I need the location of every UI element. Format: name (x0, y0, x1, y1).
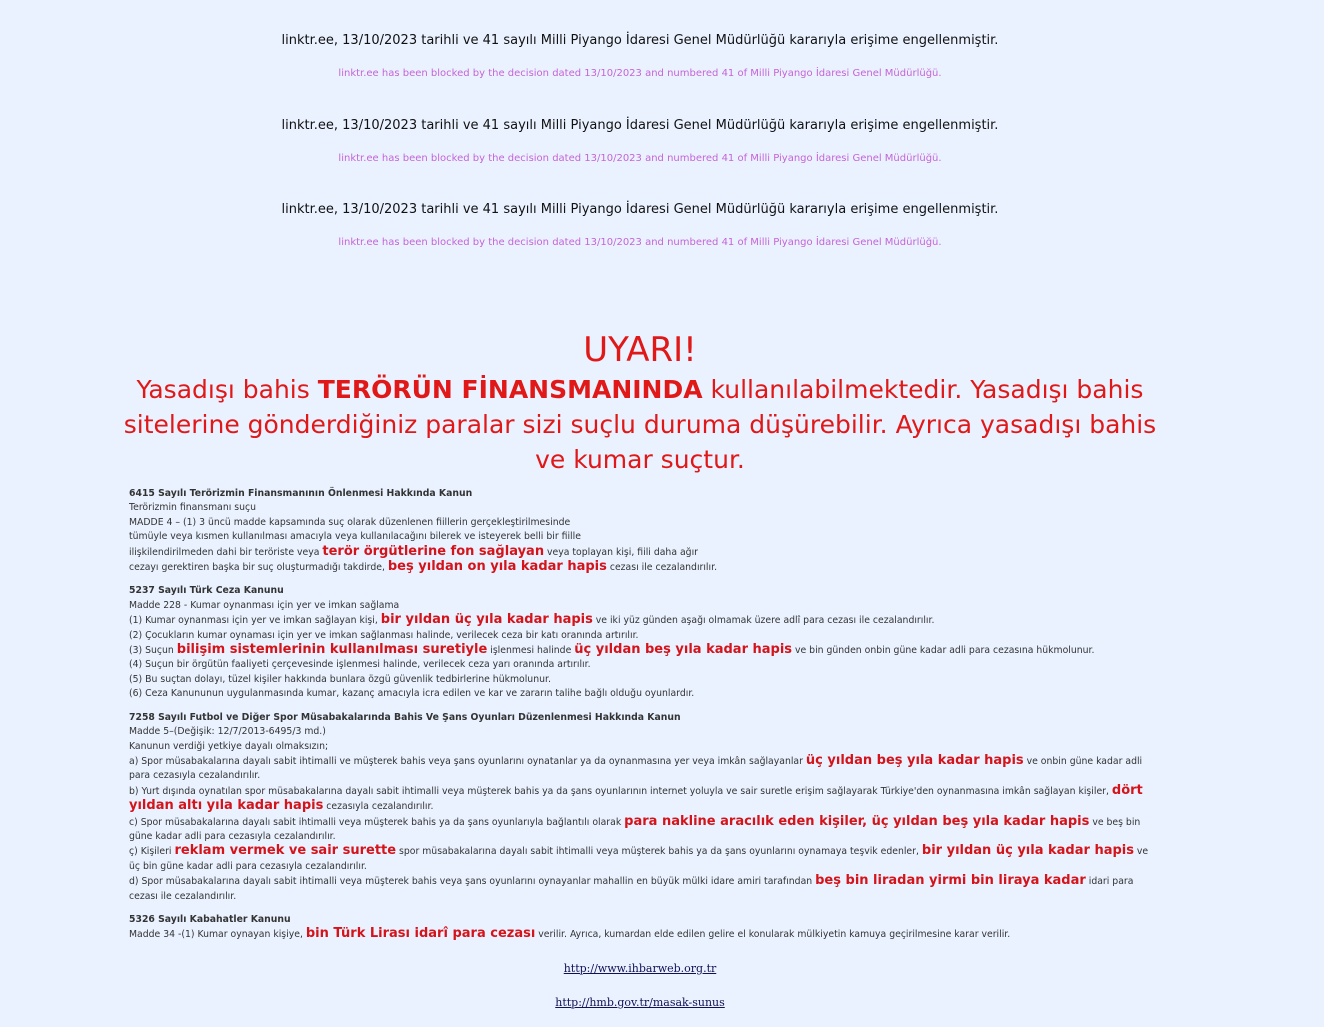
law-title: 6415 Sayılı Terörizmin Finansmanının Önlenmesi Hakkında Kanun (129, 488, 473, 499)
law-text: cezayı gerektiren başka bir suç oluşturmadığı takdirde, (129, 562, 388, 574)
law-line (129, 874, 1159, 904)
block-notice-en: linktr.ee has been blocked by the decision dated 13/10/2023 and numbered 41 of Milli Piyango İdaresi Genel Müdürlüğü. (338, 237, 942, 248)
law-highlight: beş bin liradan yirmi bin liraya kadar (815, 873, 1086, 889)
law-text: ilişkilendirilmeden dahi bir teröriste veya (129, 546, 323, 558)
law-line: Kanunun verdiği yetkiye dayalı olmaksızın; (129, 740, 329, 752)
law-text: ve üç bin güne kadar adli para cezasıyla cezalandırılır. (129, 846, 1149, 872)
law-highlight: terör örgütlerine fon sağlayan (322, 543, 545, 559)
block-notice-1 (0, 32, 1280, 81)
law-highlight: üç yıldan beş yıla kadar hapis (574, 642, 793, 658)
law-line: tümüyle veya kısmen kullanılması amacıyla veya kullanılacağını bilerek ve isteyerek belli bir fiille (129, 531, 581, 543)
law-title: 5237 Sayılı Türk Ceza Kanunu (129, 585, 284, 597)
law-text: b) Yurt dışında oynatılan spor müsabakalarına dayalı sabit ihtimalli veya müşterek bahis ya da şans oyunlarının internet yoluyla ve sair suretle erişim sağlayarak Türkiye'den oynanmasına imkân sağlayan kişiler, (129, 785, 1112, 797)
law-highlight: bir yıldan üç yıla kadar hapis (380, 612, 593, 628)
law-line: Terörizmin finansmanı suçu (129, 502, 257, 514)
block-notice-2 (0, 117, 1280, 166)
ihbarweb-link[interactable]: http://www.ihbarweb.org.tr (563, 962, 717, 975)
law-text: cezası ile cezalandırılır. (606, 562, 718, 574)
warning-title: UYARI! (583, 330, 697, 370)
law-highlight: beş yıldan on yıla kadar hapis (387, 559, 607, 575)
law-line (129, 784, 1159, 815)
ihbarweb-link-row (0, 962, 1280, 975)
warning-text (120, 372, 1160, 477)
block-notice-en: linktr.ee has been blocked by the decision dated 13/10/2023 and numbered 41 of Milli Piyango İdaresi Genel Müdürlüğü. (338, 153, 942, 164)
law-text: işlenmesi halinde (487, 645, 575, 657)
warning-text-part: kullanılabilmektedir. Yasadışı bahis sitelerine gönderdiğiniz paralar sizi suçlu duruma düşürebilir. Ayrıca yasadışı bahis ve kumar suçtur. (123, 375, 1157, 474)
warning-text-part: Yasadışı bahis (136, 375, 318, 404)
law-text: ve iki yüz günden aşağı olmamak üzere adlî para cezası ile cezalandırılır. (592, 615, 935, 627)
law-highlight: bin Türk Lirası idarî para cezası (305, 926, 536, 942)
law-line: (4) Suçun bir örgütün faaliyeti çerçevesinde işlenmesi halinde, verilecek ceza yarı oranında artırılır. (129, 659, 591, 671)
block-notice-en: linktr.ee has been blocked by the decision dated 13/10/2023 and numbered 41 of Milli Piyango İdaresi Genel Müdürlüğü. (338, 68, 942, 79)
law-line (129, 643, 1159, 658)
law-text: idari para cezası ile cezalandırılır. (129, 876, 1134, 902)
law-line (129, 815, 1159, 845)
law-text: cezasıyla cezalandırılır. (323, 801, 434, 813)
law-text: ve beş bin güne kadar adli para cezasıyla cezalandırılır. (129, 816, 1141, 842)
law-text: c) Spor müsabakalarına dayalı sabit ihtimalli veya müşterek bahis ya da şans oyunlarıyla bağlantılı olarak (129, 816, 625, 828)
law-6415 (129, 487, 1159, 575)
law-title: 7258 Sayılı Futbol ve Diğer Spor Müsabakalarında Bahis Ve Şans Oyunları Düzenlenmesi Hakkında Kanun (129, 711, 681, 723)
warning-text-bold: TERÖRÜN FİNANSMANINDA (317, 375, 703, 404)
law-line: Madde 5–(Değişik: 12/7/2013-6495/3 md.) (129, 726, 326, 738)
law-text: d) Spor müsabakalarına dayalı sabit ihtimalli veya müşterek bahis veya şans oyunlarını oynayanlar mahallin en büyük mülki idare amiri tarafından (129, 876, 816, 888)
law-text: ç) Kişileri (129, 846, 175, 858)
law-highlight: bilişim sistemlerinin kullanılması suretiyle (176, 642, 488, 658)
law-line: MADDE 4 – (1) 3 üncü madde kapsamında suç olarak düzenlenen fiillerin gerçekleştirilmesinde (129, 516, 571, 528)
law-text: (3) Suçun (129, 645, 177, 657)
law-text: a) Spor müsabakalarına dayalı sabit ihtimalli ve müşterek bahis veya şans oyunlarını oynatanlar ya da oynanmasına yer veya imkân sağlayanlar (129, 755, 806, 767)
masak-link[interactable]: http://hmb.gov.tr/masak-sunus (555, 996, 725, 1009)
law-highlight: üç yıldan beş yıla kadar hapis (805, 752, 1024, 768)
law-highlight: bir yıldan üç yıla kadar hapis (921, 843, 1134, 859)
law-highlight: para nakline aracılık eden kişiler, üç yıldan beş yıla kadar hapis (624, 813, 1090, 829)
law-line: (5) Bu suçtan dolayı, tüzel kişiler hakkında bunlara özgü güvenlik tedbirlerine hükmolunur. (129, 673, 551, 685)
masak-link-row (0, 996, 1280, 1009)
law-highlight: dört yıldan altı yıla kadar hapis (129, 782, 1143, 814)
block-notice-tr: linktr.ee, 13/10/2023 tarihli ve 41 sayılı Milli Piyango İdaresi Genel Müdürlüğü kararıyla erişime engellenmiştir. (281, 33, 999, 48)
law-5237 (129, 584, 1159, 701)
law-text: (1) Kumar oynanması için yer ve imkan sağlayan kişi, (129, 615, 381, 627)
law-line (129, 927, 1159, 942)
law-line (129, 545, 1159, 560)
law-text: verilir. Ayrıca, kumardan elde edilen gelire el konularak mülkiyetin kamuya geçirilmesine karar verilir. (535, 929, 1011, 941)
law-7258 (129, 711, 1159, 904)
law-text: spor müsabakalarına dayalı sabit ihtimalli veya müşterek bahis ya da şans oyunlarını oynamaya teşvik edenler, (396, 846, 922, 858)
block-notice-tr: linktr.ee, 13/10/2023 tarihli ve 41 sayılı Milli Piyango İdaresi Genel Müdürlüğü kararıyla erişime engellenmiştir. (281, 118, 999, 133)
block-notice-3 (0, 201, 1280, 250)
law-5326 (129, 913, 1159, 943)
law-line: (2) Çocukların kumar oynaması için yer ve imkan sağlanması halinde, verilecek ceza bir katı oranında artırılır. (129, 629, 639, 641)
law-line (129, 844, 1159, 874)
law-text: ve bin günden onbin güne kadar adli para cezasına hükmolunur. (792, 645, 1095, 657)
law-text: ve onbin güne kadar adli para cezasıyla cezalandırılır. (129, 755, 1143, 782)
law-title: 5326 Sayılı Kabahatler Kanunu (129, 913, 291, 925)
block-notice-tr: linktr.ee, 13/10/2023 tarihli ve 41 sayılı Milli Piyango İdaresi Genel Müdürlüğü kararıyla erişime engellenmiştir. (281, 202, 999, 217)
law-text: veya toplayan kişi, fiili daha ağır (544, 546, 698, 558)
law-line (129, 560, 1159, 575)
law-line (129, 754, 1159, 784)
law-text: Madde 34 -(1) Kumar oynayan kişiye, (129, 929, 306, 941)
laws-section (129, 487, 1159, 952)
law-highlight: reklam vermek ve sair surette (174, 843, 397, 859)
law-line: Madde 228 - Kumar oynanması için yer ve imkan sağlama (129, 599, 400, 611)
law-line: (6) Ceza Kanununun uygulanmasında kumar, kazanç amacıyla icra edilen ve kar ve zararın talihe bağlı olduğu oyunlardır. (129, 688, 695, 700)
law-line (129, 613, 1159, 628)
